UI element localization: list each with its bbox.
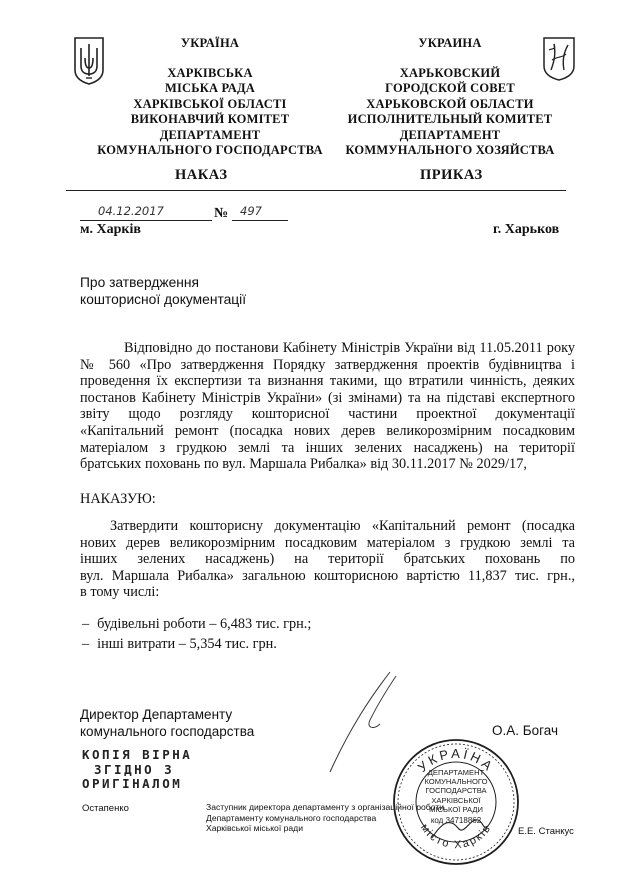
header-left xyxy=(80,36,340,159)
order-line: Затвердити кошторисну документацію «Капітальний ремонт (посадка xyxy=(110,518,575,534)
preamble-line: Відповідно до постанови Кабінету Міністрів України від 11.05.2011 року xyxy=(124,340,575,356)
preamble-line: постанов Кабінету Міністрів України» (зі змінами) та на підставі експертного xyxy=(80,389,575,406)
header-right-line: ГОРОДСКОЙ СОВЕТ xyxy=(385,81,515,95)
certifier-name: Е.Е. Станкус xyxy=(518,826,574,837)
stamp-inner-line: ДЕПАРТАМЕНТ xyxy=(427,768,485,777)
header-right-line: ИСПОЛНИТЕЛЬНЫЙ КОМИТЕТ xyxy=(347,112,553,126)
header-left-line: ХАРКІВСЬКА xyxy=(167,65,253,80)
cost-dash: – xyxy=(82,616,90,632)
header-divider xyxy=(66,190,566,191)
preamble-line: «Капітальний ремонт (посадка нових дерев великорозмірним посадковим xyxy=(80,422,575,439)
cost-text: інші витрати – 5,354 тис. грн. xyxy=(97,635,277,652)
stamp-inner-line: МІСЬКОЇ РАДИ xyxy=(429,804,483,814)
stamp-signature xyxy=(392,738,520,866)
subject-line: кошторисної документації xyxy=(80,292,247,307)
header-right-line: ХАРЬКОВСКОЙ ОБЛАСТИ xyxy=(366,96,534,111)
certifier-line: Заступник директора департаменту з організаційної роботи xyxy=(206,802,445,812)
stamp-bottom-text: місто Харків xyxy=(418,821,494,852)
order-line: інших зелених насаджень) на території братських поховань по xyxy=(80,551,575,568)
stamp-inner-line: ХАРКІВСЬКОЇ xyxy=(431,795,481,805)
copy-true-stamp xyxy=(82,748,192,792)
header-left-line: ВИКОНАВЧИЙ КОМІТЕТ xyxy=(130,112,290,126)
preamble-line: проведення їх експертизи та визнання такими, що втратили чинність, деяких xyxy=(80,373,575,390)
certifier-line: Харківської міської ради xyxy=(206,823,303,833)
header-left-line: МІСЬКА РАДА xyxy=(164,81,256,95)
copy-stamp-line: ОРИГІНАЛОМ xyxy=(82,776,183,791)
place-ua: м. Харків xyxy=(80,222,141,237)
stamp-inner-line: ГОСПОДАРСТВА xyxy=(425,786,487,796)
order-date: 04.12.2017 xyxy=(98,204,164,218)
subject xyxy=(80,274,246,308)
order-text xyxy=(80,518,575,601)
doc-title-ua: НАКАЗ xyxy=(175,167,228,183)
order-line: в тому числі: xyxy=(80,584,160,601)
cost-item xyxy=(82,636,311,653)
cost-item xyxy=(82,616,311,633)
preamble-line: братських поховань по вул. Маршала Рибалка» від 30.11.2017 № 2029/17, xyxy=(80,456,527,473)
cost-text: будівельні роботи – 6,483 тис. грн.; xyxy=(97,616,312,632)
number-underline xyxy=(232,220,288,221)
signatory-position-line: комунального господарства xyxy=(80,724,255,739)
country-ru: УКРАИНА xyxy=(418,36,482,50)
preamble-line: звіту щодо розгляду кошторисної частини проектної документації xyxy=(80,406,575,423)
header-right-line: КОММУНАЛЬНОГО ХОЗЯЙСТВА xyxy=(345,143,555,157)
copy-stamp-line: ЗГІДНО З xyxy=(94,761,175,777)
stamp-top-text: УКРАЇНА xyxy=(414,745,498,776)
copy-stamp-line: КОПІЯ ВІРНА xyxy=(82,747,193,762)
order-number: 497 xyxy=(240,204,262,218)
stamp-inner-line: КОМУНАЛЬНОГО xyxy=(424,777,488,787)
header-left-line: КОМУНАЛЬНОГО ГОСПОДАРСТВА xyxy=(97,143,323,157)
header-right-line: ДЕПАРТАМЕНТ xyxy=(399,127,501,142)
order-word: НАКАЗУЮ: xyxy=(80,491,156,507)
subject-line: Про затвердження xyxy=(80,275,199,290)
header-left-line: ДЕПАРТАМЕНТ xyxy=(159,127,261,142)
header-right-line: ХАРЬКОВСКИЙ xyxy=(399,65,501,80)
country-ua: УКРАЇНА xyxy=(180,36,240,50)
executor-name: Остапенко xyxy=(82,803,129,814)
cost-list xyxy=(82,616,311,652)
signatory-position-line: Директор Департаменту xyxy=(80,707,233,722)
signatory-position xyxy=(80,706,254,740)
order-line: нових дерев великорозмірним посадковим матеріалом з грудкою землі та xyxy=(80,534,575,551)
header-right xyxy=(330,36,570,159)
order-number-sign: № xyxy=(214,206,229,221)
doc-title-ru: ПРИКАЗ xyxy=(420,167,483,183)
header-left-line: ХАРКІВСЬКОЇ ОБЛАСТІ xyxy=(133,96,287,111)
stamp-code: код 34718862 xyxy=(430,816,482,826)
round-stamp xyxy=(392,738,520,866)
date-underline xyxy=(80,220,212,221)
preamble xyxy=(80,340,575,473)
order-line: вул. Маршала Рибалка» загальною кошторисною вартістю 11,837 тис. грн., xyxy=(80,567,575,584)
preamble-line: матеріалом з грудкою землі та інших зелених насаджень) на території xyxy=(80,439,575,456)
certifier-line: Департаменту комунального господарства xyxy=(206,812,377,823)
place-ru: г. Харьков xyxy=(493,222,560,237)
preamble-line: № 560 «Про затвердження Порядку затвердження проектів будівництва і xyxy=(80,356,575,373)
cost-dash: – xyxy=(82,635,90,652)
signatory-name: О.А. Богач xyxy=(492,723,558,738)
